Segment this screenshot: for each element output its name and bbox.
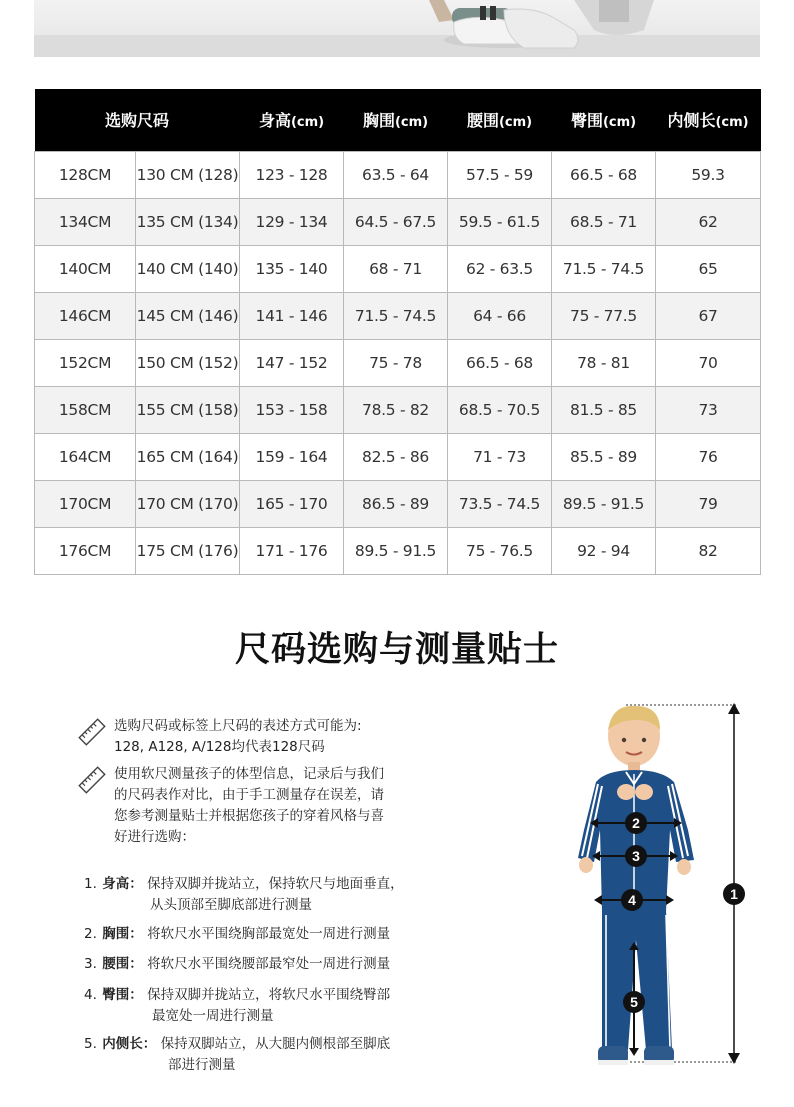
- tip-line: 选购尺码或标签上尺码的表述方式可能为:: [114, 718, 362, 734]
- tip-label-format: [76, 716, 456, 758]
- table-cell: 147 - 152: [240, 339, 344, 386]
- table-cell: 82: [656, 527, 761, 574]
- tip-line: 您参考测量贴士并根据您孩子的穿着风格与喜: [114, 808, 384, 824]
- measure-height: 1. 身高： 保持双脚并拢站立，保持软尺与地面垂直， 从头顶部至脚底部进行测量: [84, 876, 404, 913]
- table-row: [35, 339, 761, 386]
- table-cell: 64.5 - 67.5: [344, 198, 448, 245]
- table-cell: 89.5 - 91.5: [344, 527, 448, 574]
- table-cell: 65: [656, 245, 761, 292]
- table-cell: 86.5 - 89: [344, 480, 448, 527]
- tip-line: 的尺码表作对比，由于手工测量存在误差，请: [114, 787, 384, 803]
- table-cell: 171 - 176: [240, 527, 344, 574]
- header-height: 身高(cm): [240, 89, 344, 151]
- header-waist: 腰围(cm): [448, 89, 552, 151]
- table-cell: 135 CM (134): [136, 198, 240, 245]
- measure-chest: 2. 胸围： 将软尺水平围绕胸部最宽处一周进行测量: [84, 926, 391, 942]
- table-cell: 165 - 170: [240, 480, 344, 527]
- table-cell: 59.5 - 61.5: [448, 198, 552, 245]
- table-cell: 135 - 140: [240, 245, 344, 292]
- top-photo: [34, 0, 760, 57]
- table-cell: 153 - 158: [240, 386, 344, 433]
- marker-2: [625, 812, 647, 834]
- table-cell: 75 - 78: [344, 339, 448, 386]
- svg-text:5: 5: [630, 994, 638, 1010]
- table-cell: 158CM: [35, 386, 136, 433]
- measure-label: 臀围：: [102, 987, 143, 1003]
- measure-label: 身高：: [102, 876, 143, 892]
- marker-3: [625, 845, 647, 867]
- table-cell: 130 CM (128): [136, 151, 240, 198]
- header-chest: 胸围(cm): [344, 89, 448, 151]
- tip-line: 使用软尺测量孩子的体型信息，记录后与我们: [114, 766, 384, 782]
- table-row: [35, 433, 761, 480]
- table-cell: 59.3: [656, 151, 761, 198]
- svg-text:1: 1: [730, 886, 738, 902]
- table-cell: 140 CM (140): [136, 245, 240, 292]
- child-measurement-illustration: [566, 700, 766, 1100]
- table-cell: 82.5 - 86: [344, 433, 448, 480]
- table-cell: 176CM: [35, 527, 136, 574]
- table-cell: 79: [656, 480, 761, 527]
- table-cell: 75 - 77.5: [552, 292, 656, 339]
- measure-label: 腰围：: [102, 956, 143, 972]
- table-cell: 70: [656, 339, 761, 386]
- table-header-row: [35, 89, 761, 151]
- svg-text:3: 3: [632, 848, 640, 864]
- table-cell: 123 - 128: [240, 151, 344, 198]
- table-cell: 64 - 66: [448, 292, 552, 339]
- table-cell: 146CM: [35, 292, 136, 339]
- table-cell: 129 - 134: [240, 198, 344, 245]
- table-cell: 141 - 146: [240, 292, 344, 339]
- header-size: 选购尺码: [35, 89, 240, 151]
- tip-line: 好进行选购：: [114, 829, 195, 845]
- table-row: [35, 386, 761, 433]
- table-row: [35, 151, 761, 198]
- table-cell: 62 - 63.5: [448, 245, 552, 292]
- marker-1: [723, 883, 745, 905]
- table-row: [35, 292, 761, 339]
- svg-text:2: 2: [632, 815, 640, 831]
- header-inseam: 内侧长(cm): [656, 89, 761, 151]
- tip-measure-advice: [76, 764, 456, 848]
- table-cell: 128CM: [35, 151, 136, 198]
- table-cell: 68.5 - 70.5: [448, 386, 552, 433]
- table-cell: 164CM: [35, 433, 136, 480]
- table-cell: 73: [656, 386, 761, 433]
- table-cell: 66.5 - 68: [552, 151, 656, 198]
- table-cell: 155 CM (158): [136, 386, 240, 433]
- table-row: [35, 527, 761, 574]
- table-cell: 68.5 - 71: [552, 198, 656, 245]
- table-row: [35, 198, 761, 245]
- table-cell: 71.5 - 74.5: [344, 292, 448, 339]
- ruler-icon: [76, 764, 108, 796]
- table-cell: 152CM: [35, 339, 136, 386]
- marker-4: [621, 889, 643, 911]
- measure-waist: 3. 腰围： 将软尺水平围绕腰部最窄处一周进行测量: [84, 956, 391, 972]
- table-cell: 68 - 71: [344, 245, 448, 292]
- table-cell: 145 CM (146): [136, 292, 240, 339]
- size-chart-table: [34, 89, 761, 575]
- ruler-icon: [76, 716, 108, 748]
- table-cell: 57.5 - 59: [448, 151, 552, 198]
- table-cell: 170 CM (170): [136, 480, 240, 527]
- measure-hip: 4. 臀围： 保持双脚并拢站立，将软尺水平围绕臀部 最宽处一周进行测量: [84, 987, 391, 1024]
- table-cell: 81.5 - 85: [552, 386, 656, 433]
- table-cell: 73.5 - 74.5: [448, 480, 552, 527]
- table-cell: 63.5 - 64: [344, 151, 448, 198]
- table-cell: 71 - 73: [448, 433, 552, 480]
- table-cell: 150 CM (152): [136, 339, 240, 386]
- table-cell: 134CM: [35, 198, 136, 245]
- table-cell: 85.5 - 89: [552, 433, 656, 480]
- table-cell: 92 - 94: [552, 527, 656, 574]
- table-cell: 159 - 164: [240, 433, 344, 480]
- svg-text:4: 4: [628, 892, 636, 908]
- table-cell: 67: [656, 292, 761, 339]
- table-cell: 170CM: [35, 480, 136, 527]
- table-cell: 165 CM (164): [136, 433, 240, 480]
- measure-inseam: 5. 内侧长： 保持双脚站立，从大腿内侧根部至脚底 部进行测量: [84, 1036, 391, 1073]
- table-cell: 89.5 - 91.5: [552, 480, 656, 527]
- table-cell: 175 CM (176): [136, 527, 240, 574]
- table-cell: 78 - 81: [552, 339, 656, 386]
- table-row: [35, 480, 761, 527]
- table-row: [35, 245, 761, 292]
- measure-label: 胸围：: [102, 926, 143, 942]
- marker-5: [623, 991, 645, 1013]
- section-title: 尺码选购与测量贴士: [234, 630, 559, 670]
- table-cell: 78.5 - 82: [344, 386, 448, 433]
- measure-label: 内侧长：: [102, 1036, 157, 1052]
- table-cell: 76: [656, 433, 761, 480]
- table-cell: 140CM: [35, 245, 136, 292]
- table-cell: 75 - 76.5: [448, 527, 552, 574]
- table-cell: 66.5 - 68: [448, 339, 552, 386]
- table-cell: 62: [656, 198, 761, 245]
- header-hip: 臀围(cm): [552, 89, 656, 151]
- table-cell: 71.5 - 74.5: [552, 245, 656, 292]
- tip-line: 128, A128, A/128均代表128尺码: [114, 739, 325, 755]
